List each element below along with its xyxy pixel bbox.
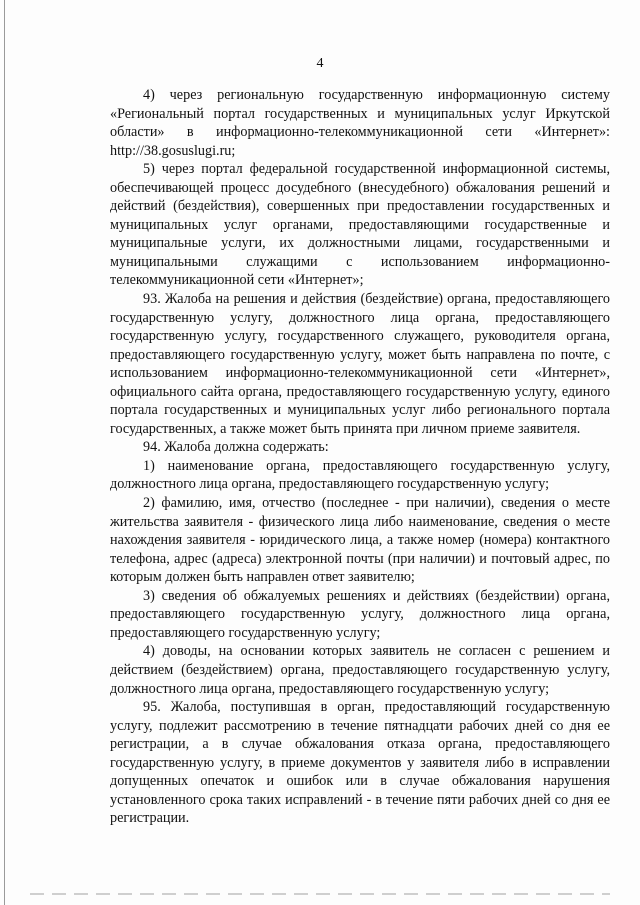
paragraph-94-item-2: 2) фамилию, имя, отчество (последнее - при наличии), сведения о месте жительства заявителя - физического лица либо наименование, сведения о месте нахождения заявителя - юридического лица, а также номер (номера) контактного телефона, адрес (адреса) электронной почты (при наличии) и почтовый адрес, по которым должен быть направлен ответ заявителю; [110, 495, 610, 586]
paragraph-95: 95. Жалоба, поступившая в орган, предоставляющий государственную услугу, подлежит рассмотрению в течение пятнадцати рабочих дней со дня ее регистрации, а в случае обжалования отказа органа, предоставляющего государственную услугу, в приеме документов у заявителя либо в исправлении допущенных опечаток и ошибок или в случае обжалования нарушения установленного срока таких исправлений - в течение пяти рабочих дней со дня ее регистрации. [110, 699, 610, 827]
paragraph-93: 93. Жалоба на решения и действия (бездействие) органа, предоставляющего государственную услугу, должностного лица органа, предоставляющего государственную услугу, государственного служащего, руководителя органа, предоставляющего государственную услугу, может быть направлена по почте, с использованием информационно-телекоммуникационной сети «Интернет», официального сайта органа, предоставляющего государственную услугу, единого портала государственных и муниципальных услуг либо регионального портала государственных, а также может быть принята при личном приеме заявителя. [110, 291, 610, 437]
scan-edge-line [4, 0, 5, 905]
paragraph-94: 94. Жалоба должна содержать: [143, 439, 329, 456]
scan-bottom-artifact [30, 893, 610, 895]
document-body [110, 86, 610, 828]
paragraph-94-item-3: 3) сведения об обжалуемых решениях и действиях (бездействии) органа, предоставляющего государственную услугу, должностного лица органа, предоставляющего государственную услугу; [110, 587, 610, 641]
paragraph-94-item-4: 4) доводы, на основании которых заявитель не согласен с решением и действием (бездействием) органа, предоставляющего государственную услугу, должностного лица органа, предоставляющего государственную услугу; [110, 643, 610, 697]
paragraph-94-item-1: 1) наименование органа, предоставляющего государственную услугу, должностного лица органа, предоставляющего государственную услугу; [110, 457, 610, 493]
page-number: 4 [316, 56, 324, 71]
paragraph-item-4: 4) через региональную государственную информационную систему «Региональный портал государственных и муниципальных услуг Иркутской области» в информационно-телекоммуникационной сети «Интернет»: http://38.gosuslugi.ru; [110, 87, 610, 159]
paragraph-item-5: 5) через портал федеральной государственной информационной системы, обеспечивающей процесс досудебного (внесудебного) обжалования решений и действий (бездействия), совершенных при предоставлении государственных и муниципальных услуг органами, предоставляющими государственные и муниципальные услуги, их должностными лицами, государственными и муниципальными служащими с использованием информационно-телекоммуникационной сети «Интернет»; [110, 161, 610, 289]
